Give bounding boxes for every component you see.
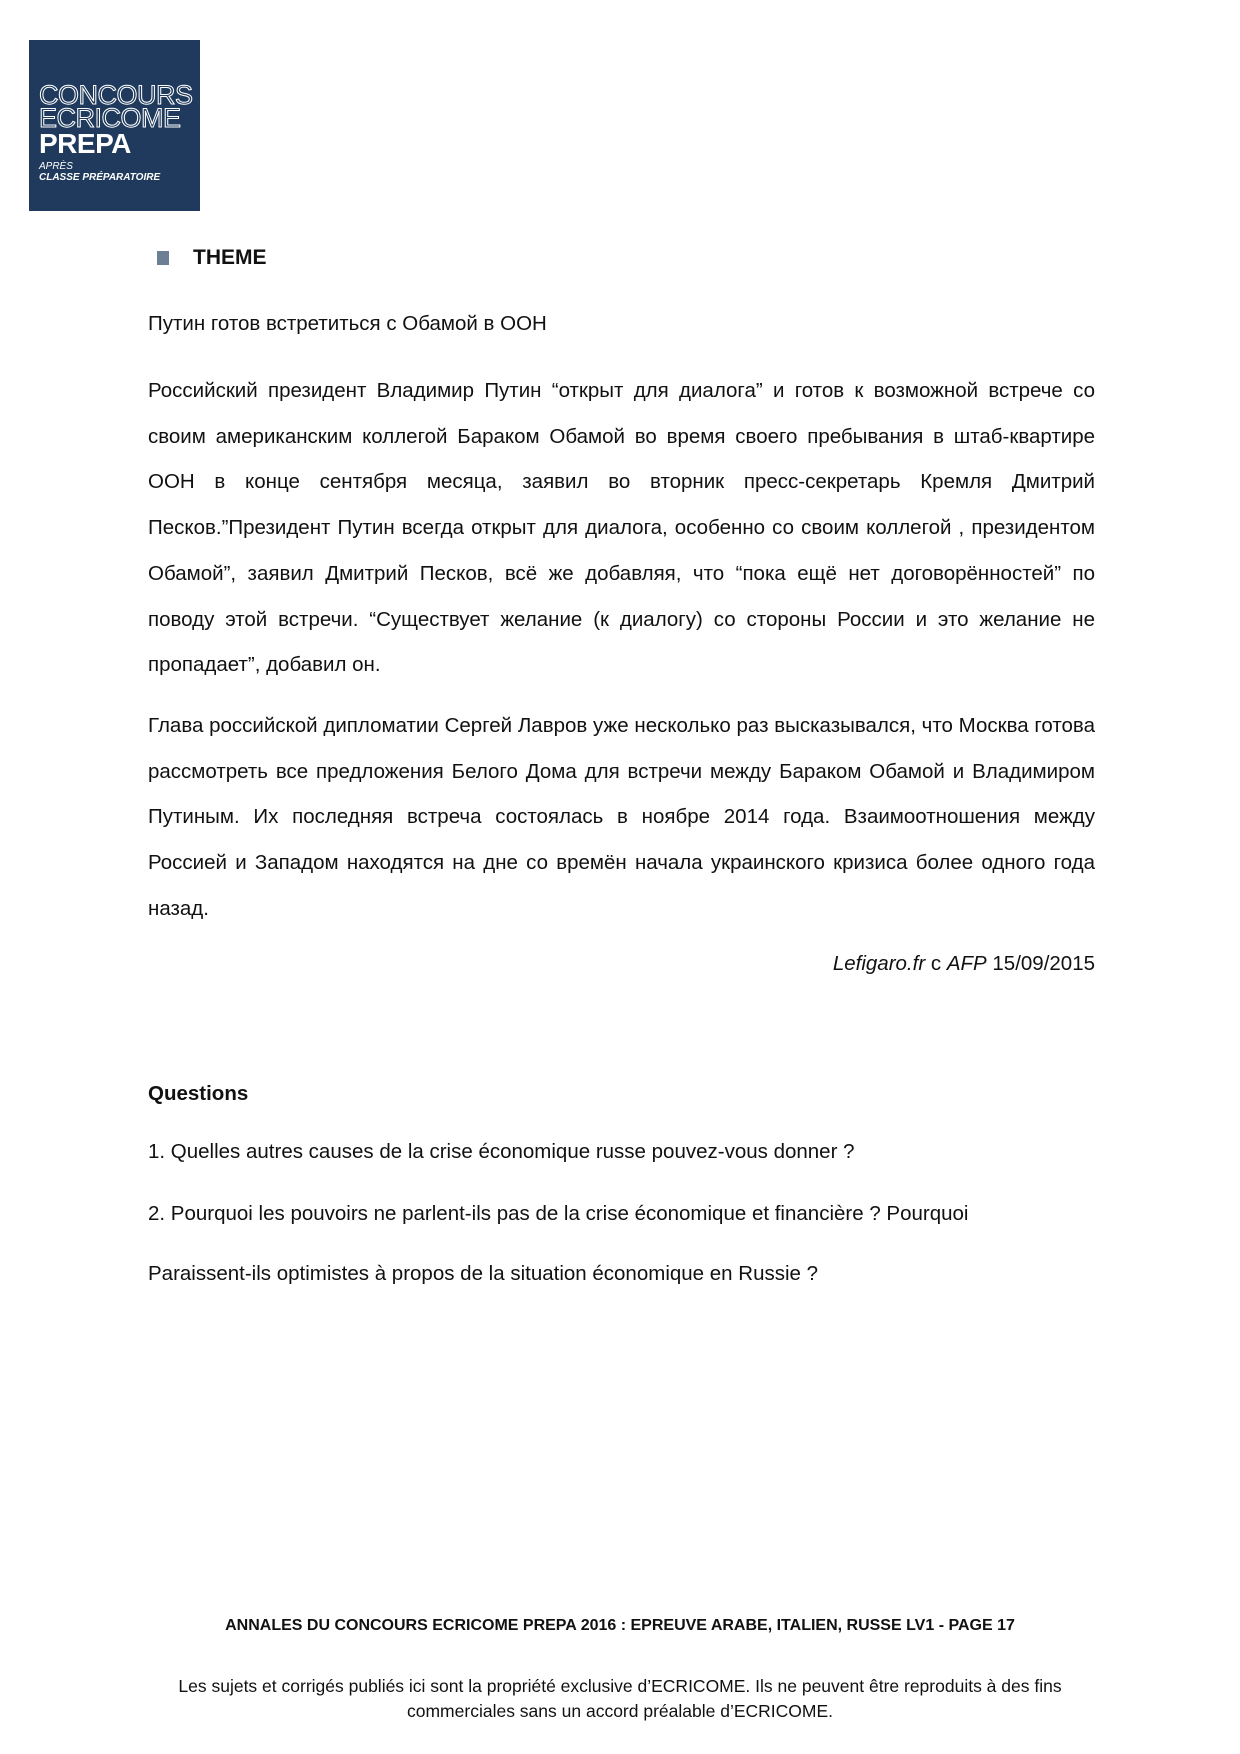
question-item: 1. Quelles autres causes de la crise économique russe pouvez-vous donner ? [148, 1140, 855, 1163]
logo-line-ecricome: ECRICOME [39, 103, 181, 133]
logo-line-concours: CONCOURS [39, 80, 193, 110]
section-title: THEME [193, 246, 267, 269]
square-bullet-icon [157, 251, 169, 265]
question-item: 2. Pourquoi les pouvoirs ne parlent-ils pas de la crise économique et financière ? Pourquoi [148, 1202, 969, 1225]
footer-copyright-note: Les sujets et corrigés publiés ici sont la propriété exclusive d’ECRICOME. Ils ne peuvent être reproduits à des fins commerciales sans un accord préalable d’ECRICOME. [178, 1676, 1062, 1721]
article-paragraph: Российский президент Владимир Путин “открыт для диалога” и готов к возможной встрече со своим американским коллегой Бараком Обамой во время своего пребывания в штаб-квартире ООН в конце сентября месяца, заявил во вторник пресс-секретарь Кремля Дмитрий Песков.”Президент Путин всегда открыт для диалога, особенно со своим коллегой , президентом Обамой”, заявил Дмитрий Песков, всё же добавляя, что “пока ещё нет договорённостей” по поводу этой встречи. “Существует желание (к диалогу) со стороны России и это желание не пропадает”, добавил он. [148, 379, 1095, 677]
article-headline: Путин готов встретиться с Обамой в ООН [148, 312, 547, 335]
article-source [833, 952, 1095, 976]
source-connector: с [930, 952, 942, 975]
logo-line-prepa: PREPA [39, 128, 131, 159]
source-agency: AFP [946, 952, 987, 975]
article-paragraph: Глава российской дипломатии Сергей Лавров уже несколько раз высказывался, что Москва готова рассмотреть все предложения Белого Дома для встречи между Бараком Обамой и Владимиром Путиным. Их последняя встреча состоялась в ноябре 2014 года. Взаимоотношения между Россией и Западом находятся на дне со времён начала украинского кризиса более одного года назад. [148, 714, 1095, 920]
questions-heading: Questions [148, 1082, 249, 1105]
question-item: Paraissent-ils optimistes à propos de la situation économique en Russie ? [148, 1262, 819, 1285]
section-heading [157, 246, 267, 270]
source-publication: Lefigaro.fr [832, 952, 926, 975]
source-date: 15/09/2015 [992, 952, 1095, 975]
footer-title: ANNALES DU CONCOURS ECRICOME PREPA 2016 : EPREUVE ARABE, ITALIEN, RUSSE LV1 - PAGE 17 [225, 1617, 1015, 1634]
concours-ecricome-prepa-logo [29, 40, 200, 211]
logo-line-classe-preparatoire: CLASSE PRÉPARATOIRE [39, 172, 161, 183]
logo-line-apres: APRÈS [39, 161, 73, 172]
